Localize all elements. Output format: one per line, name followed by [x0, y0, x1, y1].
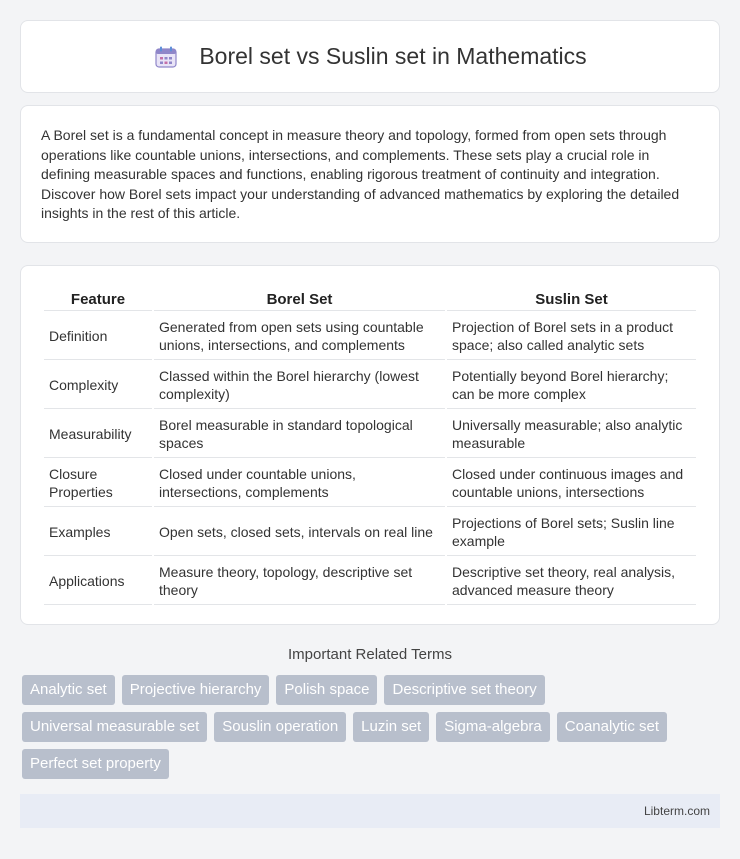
- related-terms-title: Important Related Terms: [288, 646, 452, 663]
- term-tag-descriptive-set-theory[interactable]: Descriptive set theory: [384, 675, 544, 705]
- comparison-card: [20, 265, 720, 625]
- row-borel: Measure theory, topology, descriptive set theory: [154, 557, 445, 605]
- row-feature: Examples: [44, 508, 152, 556]
- row-feature: Complexity: [44, 361, 152, 409]
- row-borel: Borel measurable in standard topological spaces: [154, 410, 445, 458]
- table-row: [44, 459, 696, 507]
- table-row: [44, 410, 696, 458]
- header-suslin-set: Suslin Set: [447, 287, 696, 311]
- intro-card: [20, 105, 720, 243]
- row-feature: Definition: [44, 312, 152, 360]
- term-tag-universal-measurable-set[interactable]: Universal measurable set: [22, 712, 207, 742]
- term-tag-polish-space[interactable]: Polish space: [276, 675, 377, 705]
- header-borel-set: Borel Set: [154, 287, 445, 311]
- row-suslin: Projections of Borel sets; Suslin line example: [447, 508, 696, 556]
- row-feature: Measurability: [44, 410, 152, 458]
- row-feature: Applications: [44, 557, 152, 605]
- row-feature: Closure Properties: [44, 459, 152, 507]
- header-feature: Feature: [44, 287, 152, 311]
- term-tag-projective-hierarchy[interactable]: Projective hierarchy: [122, 675, 270, 705]
- term-tag-analytic-set[interactable]: Analytic set: [22, 675, 115, 705]
- comparison-table: [42, 286, 698, 606]
- intro-paragraph: A Borel set is a fundamental concept in measure theory and topology, formed from open sets through operations like countable unions, intersections, and complements. These sets play a crucial role in defining measurable spaces and functions, enabling rigorous treatment of continuity and integration. Discover how Borel sets impact your understanding of advanced mathematics by exploring the detailed insights in the rest of this article.: [41, 127, 680, 221]
- footer: [20, 794, 720, 828]
- row-suslin: Closed under continuous images and countable unions, intersections: [447, 459, 696, 507]
- term-tag-coanalytic-set[interactable]: Coanalytic set: [557, 712, 667, 742]
- page-title: Borel set vs Suslin set in Mathematics: [199, 43, 587, 69]
- calendar-icon: [153, 44, 179, 70]
- table-row: [44, 508, 696, 556]
- footer-brand[interactable]: Libterm.com: [643, 804, 710, 818]
- row-suslin: Universally measurable; also analytic measurable: [447, 410, 696, 458]
- row-borel: Classed within the Borel hierarchy (lowest complexity): [154, 361, 445, 409]
- table-row: [44, 557, 696, 605]
- table-row: [44, 361, 696, 409]
- term-tag-souslin-operation[interactable]: Souslin operation: [214, 712, 346, 742]
- title-card: [20, 20, 720, 93]
- row-borel: Generated from open sets using countable unions, intersections, and complements: [154, 312, 445, 360]
- row-borel: Open sets, closed sets, intervals on real line: [154, 508, 445, 556]
- related-terms-list: [0, 675, 740, 779]
- term-tag-luzin-set[interactable]: Luzin set: [353, 712, 429, 742]
- row-borel: Closed under countable unions, intersections, complements: [154, 459, 445, 507]
- row-suslin: Projection of Borel sets in a product space; also called analytic sets: [447, 312, 696, 360]
- term-tag-perfect-set-property[interactable]: Perfect set property: [22, 749, 169, 779]
- table-header-row: [44, 287, 696, 311]
- row-suslin: Descriptive set theory, real analysis, advanced measure theory: [447, 557, 696, 605]
- term-tag-sigma-algebra[interactable]: Sigma-algebra: [436, 712, 550, 742]
- table-row: [44, 312, 696, 360]
- row-suslin: Potentially beyond Borel hierarchy; can be more complex: [447, 361, 696, 409]
